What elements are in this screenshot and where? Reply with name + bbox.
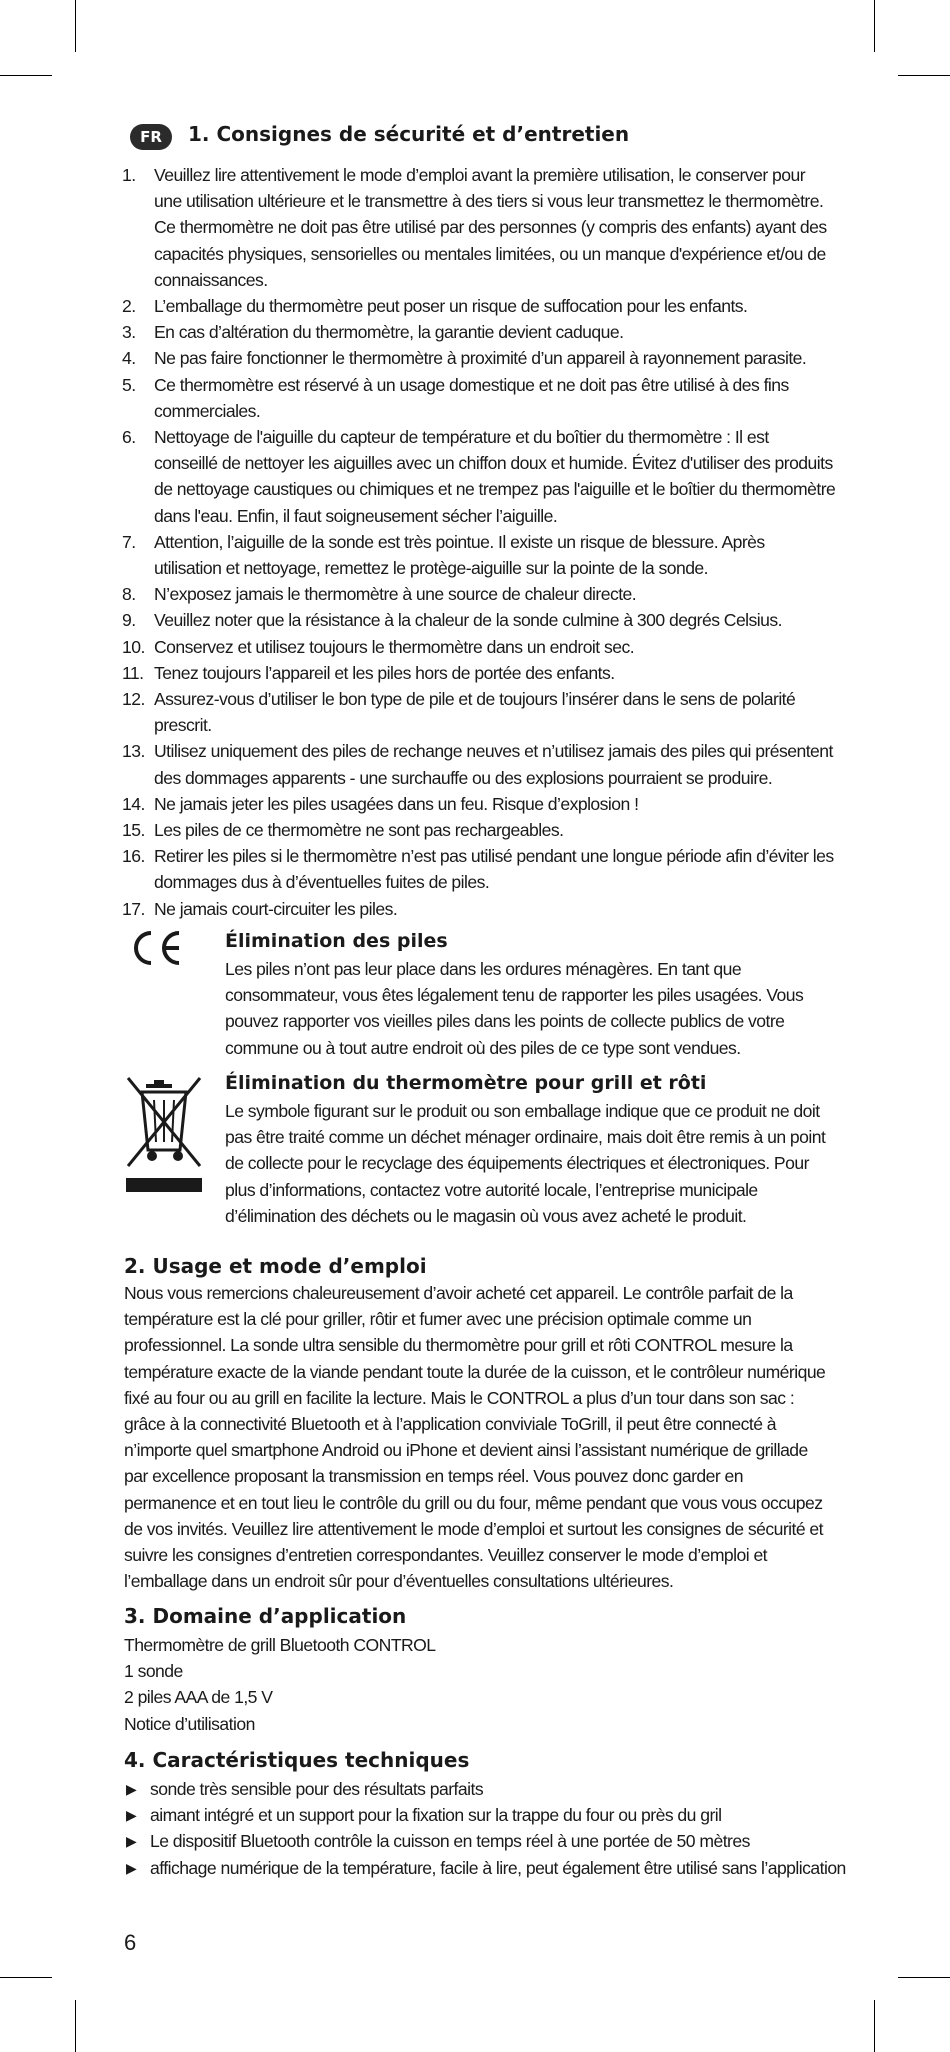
- item-number: 3.: [122, 322, 136, 343]
- item-number: 9.: [122, 610, 136, 631]
- feature-text: aimant intégré et un support pour la fixation sur la trappe du four ou près du gril: [150, 1805, 722, 1826]
- safety-list-item: [120, 162, 836, 293]
- item-number: 2.: [122, 296, 136, 317]
- safety-list-item: [120, 660, 836, 686]
- item-number: 16.: [122, 846, 145, 867]
- item-text: En cas d’altération du thermomètre, la garantie devient caduque.: [154, 322, 624, 343]
- thermometer-disposal-text: Le symbole figurant sur le produit ou son emballage indique que ce produit ne doit pas être traité comme un déchet ménager ordinaire, mais doit être remis à un point de collecte pour le recyclage des équipements électriques et électroniques. Pour plus d’informations, contactez votre autorité locale, l’entreprise municipale d’élimination des déchets ou le magasin où vous avez acheté le produit.: [225, 1101, 826, 1226]
- safety-list-item: [120, 424, 836, 529]
- list-item: 1 sonde: [124, 1661, 183, 1682]
- weee-bin-icon: [124, 1074, 204, 1194]
- ce-mark-icon: [127, 930, 185, 966]
- list-item: Thermomètre de grill Bluetooth CONTROL: [124, 1635, 436, 1655]
- safety-list-item: [120, 896, 836, 922]
- section-3-title: 3. Domaine d’application: [124, 1604, 407, 1628]
- item-number: 17.: [122, 898, 145, 919]
- item-text: Assurez-vous d’utiliser le bon type de pile et de toujours l’insérer dans le sens de polarité prescrit.: [154, 689, 796, 736]
- safety-list-item: [120, 529, 836, 581]
- safety-list-item: [120, 817, 836, 843]
- list-item: [126, 1855, 846, 1881]
- item-text: Ce thermomètre est réservé à un usage domestique et ne doit pas être utilisé à des fins commerciales.: [154, 374, 789, 421]
- section-2-title: 2. Usage et mode d’emploi: [124, 1254, 427, 1278]
- item-text: N’exposez jamais le thermomètre à une source de chaleur directe.: [154, 584, 637, 605]
- item-number: 7.: [122, 531, 136, 552]
- feature-text: affichage numérique de la température, facile à lire, peut également être utilisé sans l’application: [150, 1857, 846, 1878]
- language-badge: FR: [130, 124, 172, 150]
- play-triangle-icon: ▶: [126, 1833, 137, 1850]
- item-text: Veuillez noter que la résistance à la chaleur de la sonde culmine à 300 degrés Celsius.: [154, 610, 782, 631]
- safety-list-item: [120, 791, 836, 817]
- item-text: Utilisez uniquement des piles de rechange neuves et n’utilisez jamais des piles qui présentent des dommages apparents - une surchauffe ou des explosions pourraient se produire.: [154, 741, 833, 788]
- list-item: Notice d’utilisation: [124, 1713, 255, 1734]
- safety-list-item: [120, 634, 836, 660]
- item-text: L’emballage du thermomètre peut poser un risque de suffocation pour les enfants.: [154, 296, 748, 317]
- item-number: 10.: [122, 636, 145, 657]
- safety-list-item: [120, 686, 836, 738]
- page-number: 6: [124, 1930, 137, 1955]
- item-number: 14.: [122, 793, 145, 814]
- battery-disposal-title: Élimination des piles: [225, 930, 448, 952]
- item-text: Conservez et utilisez toujours le thermomètre dans un endroit sec.: [154, 636, 635, 657]
- item-number: 4.: [122, 348, 136, 369]
- item-text: Ne jamais court-circuiter les piles.: [154, 898, 398, 919]
- thermometer-disposal-title: Élimination du thermomètre pour grill et rôti: [225, 1072, 707, 1094]
- play-triangle-icon: ▶: [126, 1781, 137, 1797]
- safety-list-item: [120, 293, 836, 319]
- item-text: Ne pas faire fonctionner le thermomètre à proximité d’un appareil à rayonnement parasite.: [154, 348, 807, 369]
- safety-list-item: [120, 843, 836, 895]
- feature-text: sonde très sensible pour des résultats parfaits: [150, 1779, 484, 1799]
- item-number: 12.: [122, 689, 145, 710]
- item-number: 5.: [122, 374, 136, 395]
- item-text: Les piles de ce thermomètre ne sont pas rechargeables.: [154, 820, 564, 841]
- item-number: 15.: [122, 820, 145, 841]
- item-number: 1.: [122, 165, 136, 185]
- contents-list: [124, 1632, 436, 1737]
- safety-list-item: [120, 738, 836, 790]
- safety-list-item: [120, 581, 836, 607]
- item-number: 6.: [122, 427, 136, 448]
- item-text: Tenez toujours l’appareil et les piles hors de portée des enfants.: [154, 662, 615, 683]
- item-text: Retirer les piles si le thermomètre n’est pas utilisé pendant une longue période afin d’éviter les dommages dus à d’éventuelles fuites de piles.: [154, 846, 834, 893]
- safety-list-item: [120, 372, 836, 424]
- item-text: Ne jamais jeter les piles usagées dans un feu. Risque d’explosion !: [154, 793, 639, 814]
- item-number: 8.: [122, 584, 136, 605]
- item-number: 11.: [122, 662, 144, 683]
- feature-text: Le dispositif Bluetooth contrôle la cuisson en temps réel à une portée de 50 mètres: [150, 1831, 750, 1852]
- list-item: [126, 1828, 846, 1854]
- list-item: 2 piles AAA de 1,5 V: [124, 1687, 273, 1708]
- list-item: [126, 1776, 846, 1802]
- section-4-title: 4. Caractéristiques techniques: [124, 1748, 470, 1772]
- item-text: Attention, l’aiguille de la sonde est très pointue. Il existe un risque de blessure. Après utilisation et nettoyage, remettez le protège-aiguille sur la pointe de la sonde.: [154, 531, 765, 579]
- section-1-title: 1. Consignes de sécurité et d’entretien: [188, 122, 630, 146]
- play-triangle-icon: ▶: [126, 1807, 137, 1824]
- battery-disposal-text: Les piles n’ont pas leur place dans les ordures ménagères. En tant que consommateur, vous êtes légalement tenu de rapporter les piles usagées. Vous pouvez rapporter vos vieilles piles dans les points de collecte publics de votre commune ou à tout autre endroit où des piles de ce type sont vendues.: [225, 959, 804, 1058]
- safety-list-item: [120, 607, 836, 633]
- item-number: 13.: [122, 741, 145, 762]
- item-text: Veuillez lire attentivement le mode d’emploi avant la première utilisation, le conserver pour une utilisation ultérieure et le transmettre à des tiers si vous leur transmettez le thermomètre. Ce thermomètre ne doit pas être utilisé par des personnes (y compris des enfants) ayant des capacités physiques, sensorielles ou mentales limitées, ou un manque d'expérience et/ou de connaissances.: [154, 165, 827, 290]
- features-list: [126, 1776, 846, 1881]
- item-text: Nettoyage de l'aiguille du capteur de température et du boîtier du thermomètre : Il est conseillé de nettoyer les aiguilles avec un chiffon doux et humide. Évitez d'utiliser des produits de nettoyage caustiques ou chimiques et ne trempez pas l'aiguille et le boîtier du thermomètre dans l'eau. Enfin, il faut soigneusement sécher l’aiguille.: [154, 427, 836, 526]
- list-item: [126, 1802, 846, 1828]
- safety-list-item: [120, 319, 836, 345]
- safety-list-item: [120, 345, 836, 371]
- play-triangle-icon: ▶: [126, 1859, 137, 1876]
- usage-text: Nous vous remercions chaleureusement d’avoir acheté cet appareil. Le contrôle parfait de la température est la clé pour griller, rôtir et fumer avec une précision optimale comme un professionnel. La sonde ultra sensible du thermomètre pour grill et rôti CONTROL mesure la température exacte de la viande pendant toute la durée de la cuisson, et le contrôleur numérique fixé au four ou au grill en facilite la lecture. Mais le CONTROL a plus d’un tour dans son sac : grâce à la connectivité Bluetooth et à l’application conviviale ToGrill, il peut être connecté à n’importe quel smartphone Android ou iPhone et devient ainsi l’assistant numérique de grillade par excellence proposant la transmission en temps réel. Vous pouvez donc garder en permanence et en tout lieu le contrôle du grill ou du four, même pendant que vous vous occupez de vos invités. Veuillez lire attentivement le mode d’emploi et surtout les consignes de sécurité et suivre les consignes d’entretien correspondantes. Veuillez conserver le mode d’emploi et l’emballage dans un endroit sûr pour d’éventuelles consultations ultérieures.: [124, 1283, 826, 1592]
- safety-list: [120, 162, 836, 922]
